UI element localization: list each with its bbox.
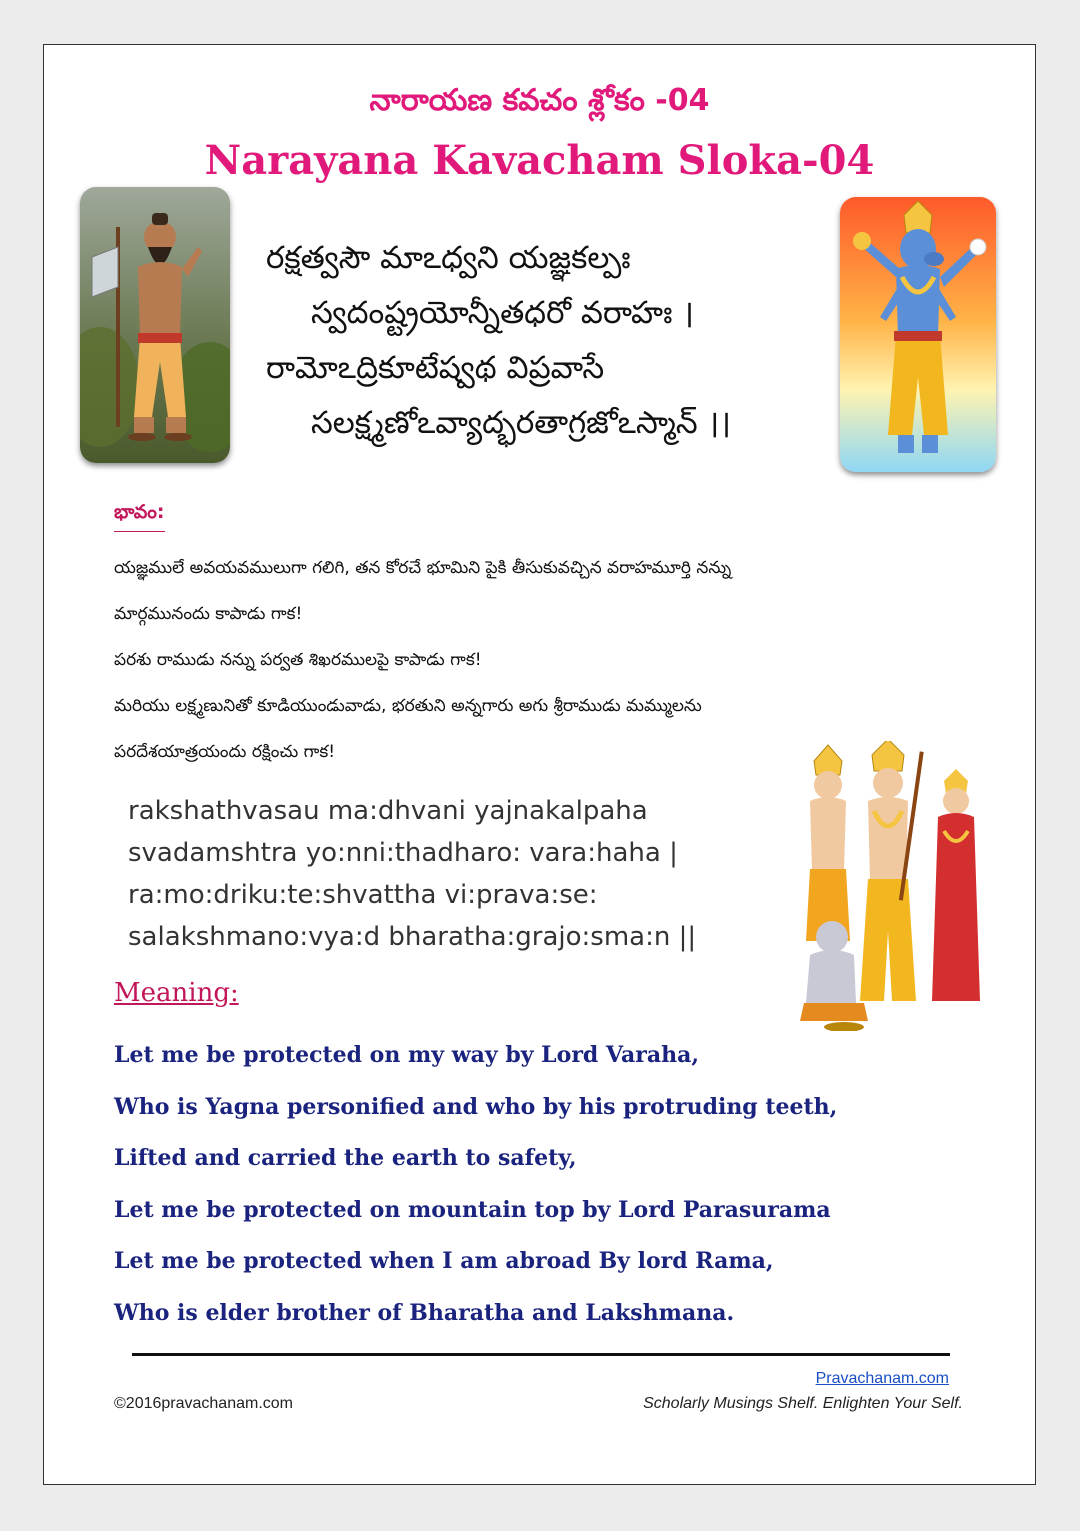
meaning-line: Let me be protected on mountain top by Lord Parasurama bbox=[114, 1196, 831, 1223]
bhavam-line: మరియు లక్ష్మణునితో కూడియుండువాడు, భరతుని అన్నగారు అగు శ్రీరాముడు మమ్ములను bbox=[114, 696, 702, 716]
tagline-text: Scholarly Musings Shelf. Enlighten Your Self. bbox=[643, 1395, 963, 1412]
sloka-telugu bbox=[266, 231, 731, 451]
sloka-transliteration bbox=[128, 790, 696, 958]
copyright-text: ©2016pravachanam.com bbox=[114, 1395, 293, 1412]
pravachanam-link[interactable]: Pravachanam.com bbox=[815, 1370, 949, 1387]
meaning-line: Who is elder brother of Bharatha and Lakshmana. bbox=[114, 1299, 735, 1326]
page-title-english: Narayana Kavacham Sloka-04 bbox=[204, 137, 875, 184]
meaning-line: Lifted and carried the earth to safety, bbox=[114, 1145, 577, 1171]
meaning-line: Who is Yagna personified and who by his protruding teeth, bbox=[114, 1093, 838, 1120]
rama-family-image bbox=[784, 741, 1004, 1031]
footer-divider bbox=[132, 1353, 950, 1356]
sloka-line: రక్షత్వసౌ మాఽధ్వని యజ్ఞకల్పః bbox=[266, 240, 631, 276]
bhavam-line: పరశు రాముడు నన్ను పర్వత శిఖరములపై కాపాడు గాక! bbox=[114, 650, 482, 670]
sloka-line: రామోఽద్రికూటేష్వథ విప్రవాసే bbox=[266, 350, 605, 386]
sloka-line: సలక్ష్మణోఽవ్యాద్భరతాగ్రజోఽస్మాన్ ।। bbox=[311, 405, 731, 441]
parasurama-image bbox=[80, 187, 230, 463]
meaning-text bbox=[114, 1030, 837, 1339]
bhavam-line: యజ్ఞములే అవయవములుగా గలిగి, తన కోరచే భూమిని పైకి తీసుకువచ్చిన వరాహమూర్తి నన్ను bbox=[114, 558, 732, 578]
varaha-image bbox=[840, 197, 996, 472]
translit-line: salakshmano:vya:d bharatha:grajo:sma:n || bbox=[128, 922, 697, 952]
meaning-line: Let me be protected on my way by Lord Varaha, bbox=[114, 1042, 700, 1068]
bhavam-heading: భావం: bbox=[114, 501, 165, 532]
meaning-heading: Meaning: bbox=[114, 978, 239, 1008]
bhavam-line: మార్గమునందు కాపాడు గాక! bbox=[114, 604, 303, 624]
translit-line: rakshathvasau ma:dhvani yajnakalpaha bbox=[128, 796, 648, 826]
translit-line: svadamshtra yo:nni:thadharo: vara:haha | bbox=[128, 838, 678, 868]
translit-line: ra:mo:driku:te:shvattha vi:prava:se: bbox=[128, 880, 598, 910]
meaning-line: Let me be protected when I am abroad By lord Rama, bbox=[114, 1248, 774, 1274]
sloka-line: స్వదంష్ట్రయోన్నీతధరో వరాహః । bbox=[311, 295, 695, 331]
document-page bbox=[43, 44, 1036, 1485]
bhavam-line: పరదేశయాత్రయందు రక్షించు గాక! bbox=[114, 742, 336, 762]
page-title-telugu: నారాయణ కవచం శ్లోకం -04 bbox=[369, 83, 710, 118]
